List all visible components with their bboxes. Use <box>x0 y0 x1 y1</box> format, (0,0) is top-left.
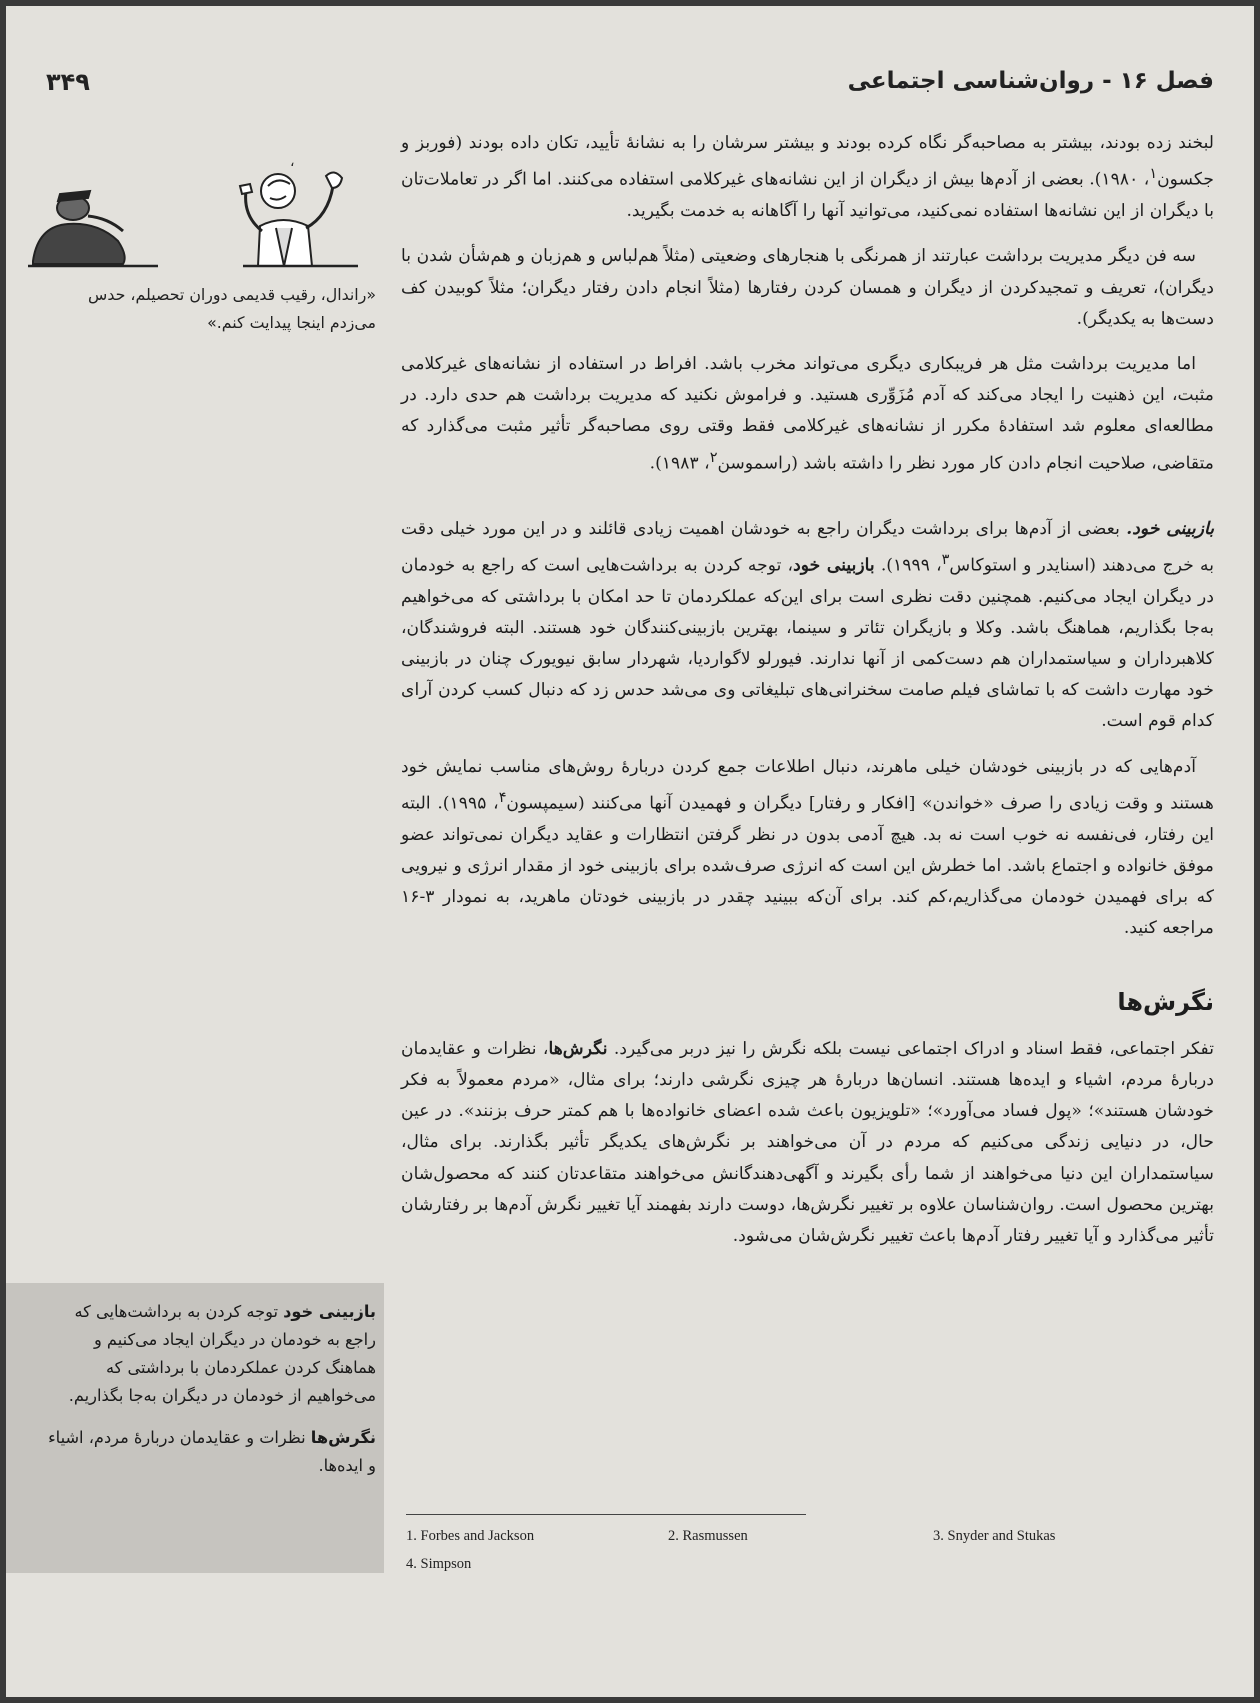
paragraph-2: سه فن دیگر مدیریت برداشت عبارتند از همرنگی با هنجارهای وضعیتی (مثلاً هم‌لباس و هم‌زبان و هم‌شأن شدن با دیگران)، تعریف و تمجیدکردن از دیگران و همسان کردن رفتارها (مثلاً انجام دادن رفتار دیگران؛ مثلاً کوبیدن کف دست‌ها به یکدیگر). <box>401 246 1214 329</box>
footnote-divider <box>406 1514 806 1515</box>
footnote-ref-2: ۲ <box>709 449 718 466</box>
run-in-heading: بازبینی خود. <box>1126 518 1215 539</box>
glossary-entry <box>46 1298 376 1410</box>
paragraph-4: بازبینی خود. بعضی از آدم‌ها برای برداشت دیگران راجع به خودشان اهمیت زیادی قائلند و در این مورد خیلی دقت به خرج می‌دهند (اسنایدر و استوکاس$^۳$، ۱۹۹۹). بازبینی خود، توجه کردن به برداشت‌هایی است که راجع به خودمان در دیگران ایجاد می‌کنیم. همچنین دقت نظری است برای این‌که عملکردمان تا حد امکان با برداشتی که می‌خواهیم به‌جا بگذاریم، هماهنگ باشد. وکلا و بازیگران تئاتر و سینما، بهترین بازبینی‌کنندگان خود هستند. البته فروشندگان، کلاهبرداران و سیاستمداران هم دست‌کمی از آنها ندارند. فیورلو لاگواردیا، شهردار سابق نیویورک چنان در بازبینی خود مهارت داشت که با تماشای فیلم صامت سخنرانی‌های تبلیغاتی وی می‌شد حدس زد که دنبال کسب کردن آرای کدام قوم است. <box>401 518 1215 732</box>
glossary-term: بازبینی خود <box>283 1302 376 1321</box>
glossary-term: نگرش‌ها <box>310 1428 376 1447</box>
main-text <box>401 128 1214 1266</box>
book-page <box>6 6 1254 1697</box>
footnote-ref-4: ۴ <box>498 789 507 806</box>
footnote-4: 4. Simpson <box>406 1556 472 1572</box>
glossary-definition: نظرات و عقایدمان دربارهٔ مردم، اشیاء و ایده‌ها. <box>48 1428 376 1475</box>
page-header <box>46 68 1214 108</box>
chapter-title: فصل ۱۶ - روان‌شناسی اجتماعی <box>847 68 1214 94</box>
paragraph-3: اما مدیریت برداشت مثل هر فریبکاری دیگری می‌تواند مخرب باشد. افراط در استفاده از نشانه‌های غیرکلامی مثبت، این ذهنیت را ایجاد می‌کند که آدم مُزَوِّری هستید. و فراموش نکنید که مدیریت برداشت هم حدی دارد. در مطالعه‌ای معلوم شد استفادهٔ مکرر از نشانه‌های غیرکلامی فقط وقتی روی مصاحبه‌گر تأثیر مثبت می‌گذارد که متقاضی، صلاحیت انجام دادن کار مورد نظر را داشته باشد (راسموسن$^۲$، ۱۹۸۳). <box>401 353 1214 474</box>
section-heading: نگرش‌ها <box>1117 987 1214 1016</box>
paragraph-6: تفکر اجتماعی، فقط اسناد و ادراک اجتماعی نیست بلکه نگرش را نیز دربر می‌گیرد. نگرش‌ها، نظرات و عقایدمان دربارهٔ مردم، اشیاء و ایده‌ها هستند. انسان‌ها دربارهٔ هر چیزی نگرشی دارند؛ برای مثال، «مردم معمولاً به فکر خودشان هستند»؛ «پول فساد می‌آورد»؛ «تلویزیون باعث شده اعضای خانواده‌ها با هم کمتر حرف بزنند». در عین حال، در دنیایی زندگی می‌کنیم که مردم در آن می‌خواهند بر نگرش‌های یکدیگر تأثیر بگذارند. برای مثال، سیاستمداران این دنیا می‌خواهند از شما رأی بگیرند و آگهی‌دهندگانش می‌خواهند متقاعدتان کنند که محصول‌شان بهترین محصول است. روان‌شناسان علاوه بر تغییر نگرش‌ها، دوست دارند بفهمند آیا تغییر نگرش آدم‌ها بر رفتارشان تأثیر می‌گذارد و آیا تغییر رفتار آدم‌ها باعث تغییر نگرش‌شان می‌شود. <box>401 1038 1214 1247</box>
glossary-definition: توجه کردن به برداشت‌هایی که راجع به خودمان در دیگران ایجاد می‌کنیم و هماهنگ کردن عملکردمان با برداشتی که می‌خواهیم از خودمان در دیگران به‌جا بگذاریم. <box>68 1302 376 1405</box>
svg-text:،: ، <box>290 154 295 170</box>
key-term: بازبینی خود <box>793 555 875 576</box>
footnote-3: 3. Snyder and Stukas <box>933 1528 1056 1544</box>
standing-man-figure <box>240 154 358 266</box>
footnote-ref-1: ۱ <box>1149 166 1158 183</box>
cartoon-caption: «راندال، رقیب قدیمی دوران تحصیلم، حدس می‌زدم اینجا پیدایت کنم.» <box>88 285 376 332</box>
cartoon-illustration <box>28 146 378 271</box>
key-term: نگرش‌ها <box>548 1038 608 1059</box>
footnote-ref-3: ۳ <box>941 551 950 568</box>
paragraph-1: لبخند زده بودند، بیشتر به مصاحبه‌گر نگاه کرده بودند و بیشتر سرشان را به نشانهٔ تأیید، تکان داده بودند (فوربز و جکسون$^۱$، ۱۹۸۰). بعضی از آدم‌ها بیش از دیگران از این نشانه‌های غیرکلامی استفاده می‌کنند. اما اگر در تعاملات‌تان با دیگران از این نشانه‌ها استفاده نمی‌کنید، می‌توانید آنها را آگاهانه به خدمت بگیرید. <box>401 133 1215 222</box>
glossary <box>46 1298 376 1494</box>
footnote-1: 1. Forbes and Jackson <box>406 1528 535 1544</box>
paragraph-5: آدم‌هایی که در بازبینی خودشان خیلی ماهرند، دنبال اطلاعات جمع کردن دربارهٔ روش‌های مناسب نمایش خود هستند و وقت زیادی را صرف «خواندن» [افکار و رفتار] دیگران و فهمیدن آنها می‌کنند (سیمپسون$^۴$، ۱۹۹۵). البته این رفتار، فی‌نفسه نه خوب است نه بد. هیچ آدمی بدون در نظر گرفتن انتظارات و عقاید دیگران نمی‌تواند عضو موفق خانواده و اجتماع باشد. اما خطرش این است که انرژی صرف‌شده برای بازبینی خود از مقدار انرژی و نیرویی که برای فهمیدن خودمان می‌گذاریم،کم کند. برای آن‌که ببینید چقدر در بازبینی خودتان ماهرید، به نمودار ۳-۱۶ مراجعه کنید. <box>401 756 1214 939</box>
page-number: ۳۴۹ <box>46 68 90 96</box>
seated-man-figure <box>28 191 158 266</box>
footnote-2: 2. Rasmussen <box>668 1528 748 1544</box>
glossary-entry <box>46 1424 376 1480</box>
